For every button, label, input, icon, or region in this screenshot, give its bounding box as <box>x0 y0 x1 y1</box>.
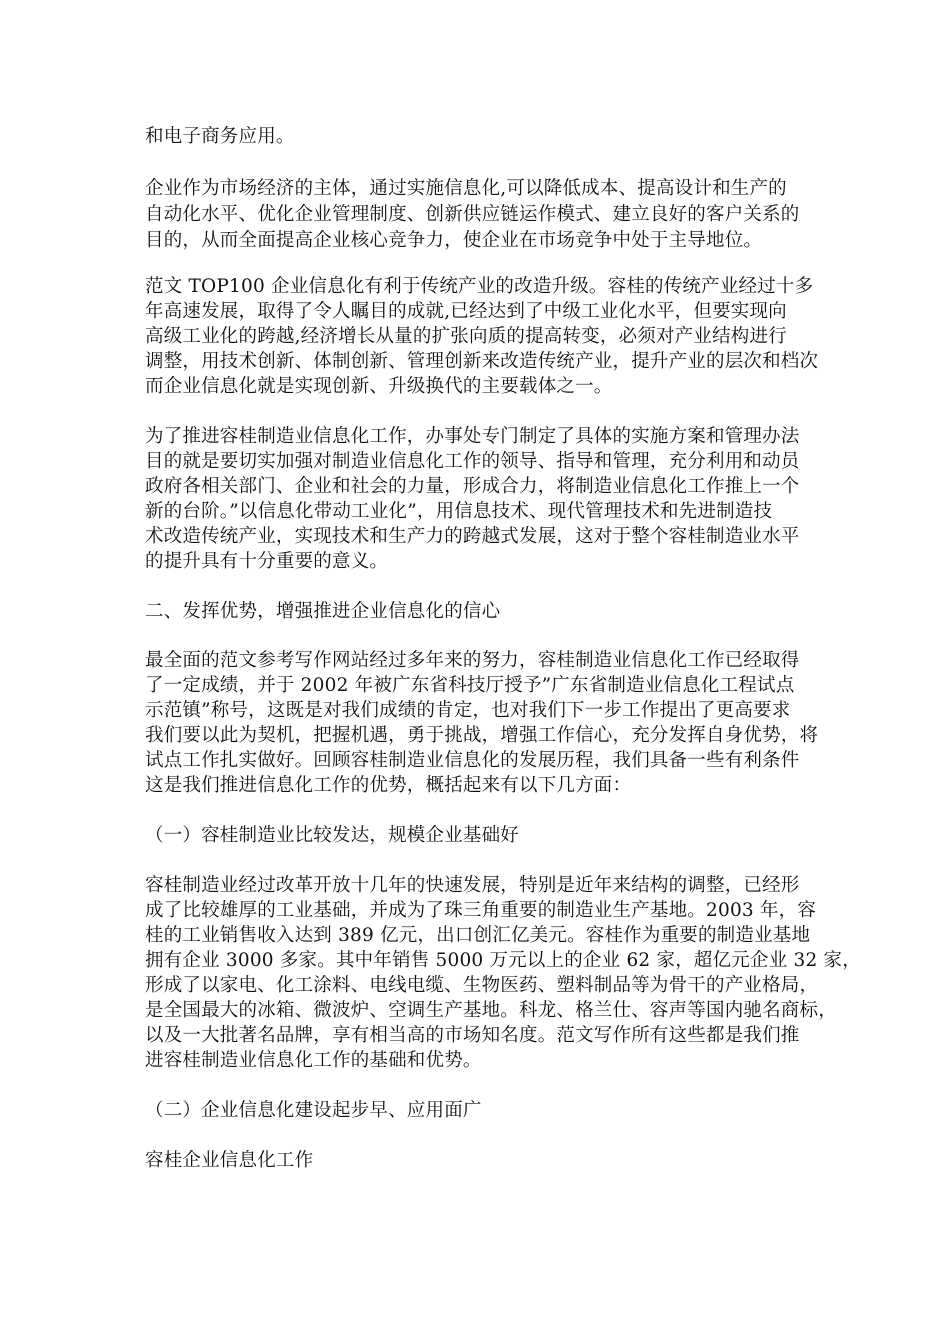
subsection-heading: （一）容桂制造业比较发达，规模企业基础好 <box>145 825 520 846</box>
paragraph-line: 桂的工业销售收入达到 389 亿元，出口创汇亿美元。容桂作为重要的制造业基地 <box>145 925 811 946</box>
paragraph-line: 而企业信息化就是实现创新、升级换代的主要载体之一。 <box>145 376 613 397</box>
subsection-heading: （二）企业信息化建设起步早、应用面广 <box>145 1100 482 1121</box>
paragraph-line: 企业作为市场经济的主体，通过实施信息化,可以降低成本、提高设计和生产的 <box>145 178 787 199</box>
paragraph-line: 范文 TOP100 企业信息化有利于传统产业的改造升级。容桂的传统产业经过十多 <box>145 276 814 297</box>
paragraph-line: 和电子商务应用。 <box>145 126 295 147</box>
paragraph-line: 了一定成绩，并于 2002 年被广东省科技厅授予”广东省制造业信息化工程试点 <box>145 675 795 696</box>
paragraph-line: 我们要以此为契机，把握机遇，勇于挑战，增强工作信心，充分发挥自身优势，将 <box>145 725 819 746</box>
paragraph-line: 成了比较雄厚的工业基础，并成为了珠三角重要的制造业生产基地。2003 年，容 <box>145 900 817 921</box>
paragraph-line: 拥有企业 3000 多家。其中年销售 5000 万元以上的企业 62 家，超亿元企业 32 家， <box>145 950 861 971</box>
paragraph-line: 试点工作扎实做好。回顾容桂制造业信息化的发展历程，我们具备一些有利条件 <box>145 750 800 771</box>
paragraph-line: 自动化水平、优化企业管理制度、创新供应链运作模式、建立良好的客户关系的 <box>145 204 800 225</box>
section-heading: 二、发挥优势，增强推进企业信息化的信心 <box>145 601 501 622</box>
paragraph-line: 术改造传统产业，实现技术和生产力的跨越式发展，这对于整个容桂制造业水平 <box>145 526 800 547</box>
paragraph-line: 进容桂制造业信息化工作的基础和优势。 <box>145 1050 482 1071</box>
paragraph-line: 目的，从而全面提高企业核心竞争力，使企业在市场竞争中处于主导地位。 <box>145 230 763 251</box>
paragraph-line: 最全面的范文参考写作网站经过多年来的努力，容桂制造业信息化工作已经取得 <box>145 650 800 671</box>
paragraph-line: 政府各相关部门、企业和社会的力量，形成合力，将制造业信息化工作推上一个 <box>145 476 800 497</box>
paragraph-line: 以及一大批著名品牌，享有相当高的市场知名度。范文写作所有这些都是我们推 <box>145 1025 800 1046</box>
paragraph-line: 年高速发展，取得了令人瞩目的成就,已经达到了中级工业化水平，但要实现向 <box>145 301 787 322</box>
paragraph-line: 是全国最大的冰箱、微波炉、空调生产基地。科龙、格兰仕、容声等国内驰名商标， <box>145 1000 837 1021</box>
paragraph-line: 这是我们推进信息化工作的优势，概括起来有以下几方面： <box>145 775 632 796</box>
paragraph-line: 高级工业化的跨越,经济增长从量的扩张向质的提高转变，必须对产业结构进行 <box>145 326 787 347</box>
paragraph-line: 的提升具有十分重要的意义。 <box>145 551 389 572</box>
paragraph-line: 新的台阶。”以信息化带动工业化”，用信息技术、现代管理技术和先进制造技 <box>145 501 773 522</box>
paragraph-line: 为了推进容桂制造业信息化工作，办事处专门制定了具体的实施方案和管理办法 <box>145 426 800 447</box>
paragraph-line: 目的就是要切实加强对制造业信息化工作的领导、指导和管理，充分利用和动员 <box>145 451 800 472</box>
paragraph-line: 形成了以家电、化工涂料、电线电缆、生物医药、塑料制品等为骨干的产业格局， <box>145 975 819 996</box>
paragraph-line: 示范镇”称号，这既是对我们成绩的肯定，也对我们下一步工作提出了更高要求 <box>145 700 791 721</box>
paragraph-line: 容桂企业信息化工作 <box>145 1150 314 1171</box>
paragraph-line: 调整，用技术创新、体制创新、管理创新来改造传统产业，提升产业的层次和档次 <box>145 351 819 372</box>
paragraph-line: 容桂制造业经过改革开放十几年的快速发展，特别是近年来结构的调整，已经形 <box>145 875 800 896</box>
